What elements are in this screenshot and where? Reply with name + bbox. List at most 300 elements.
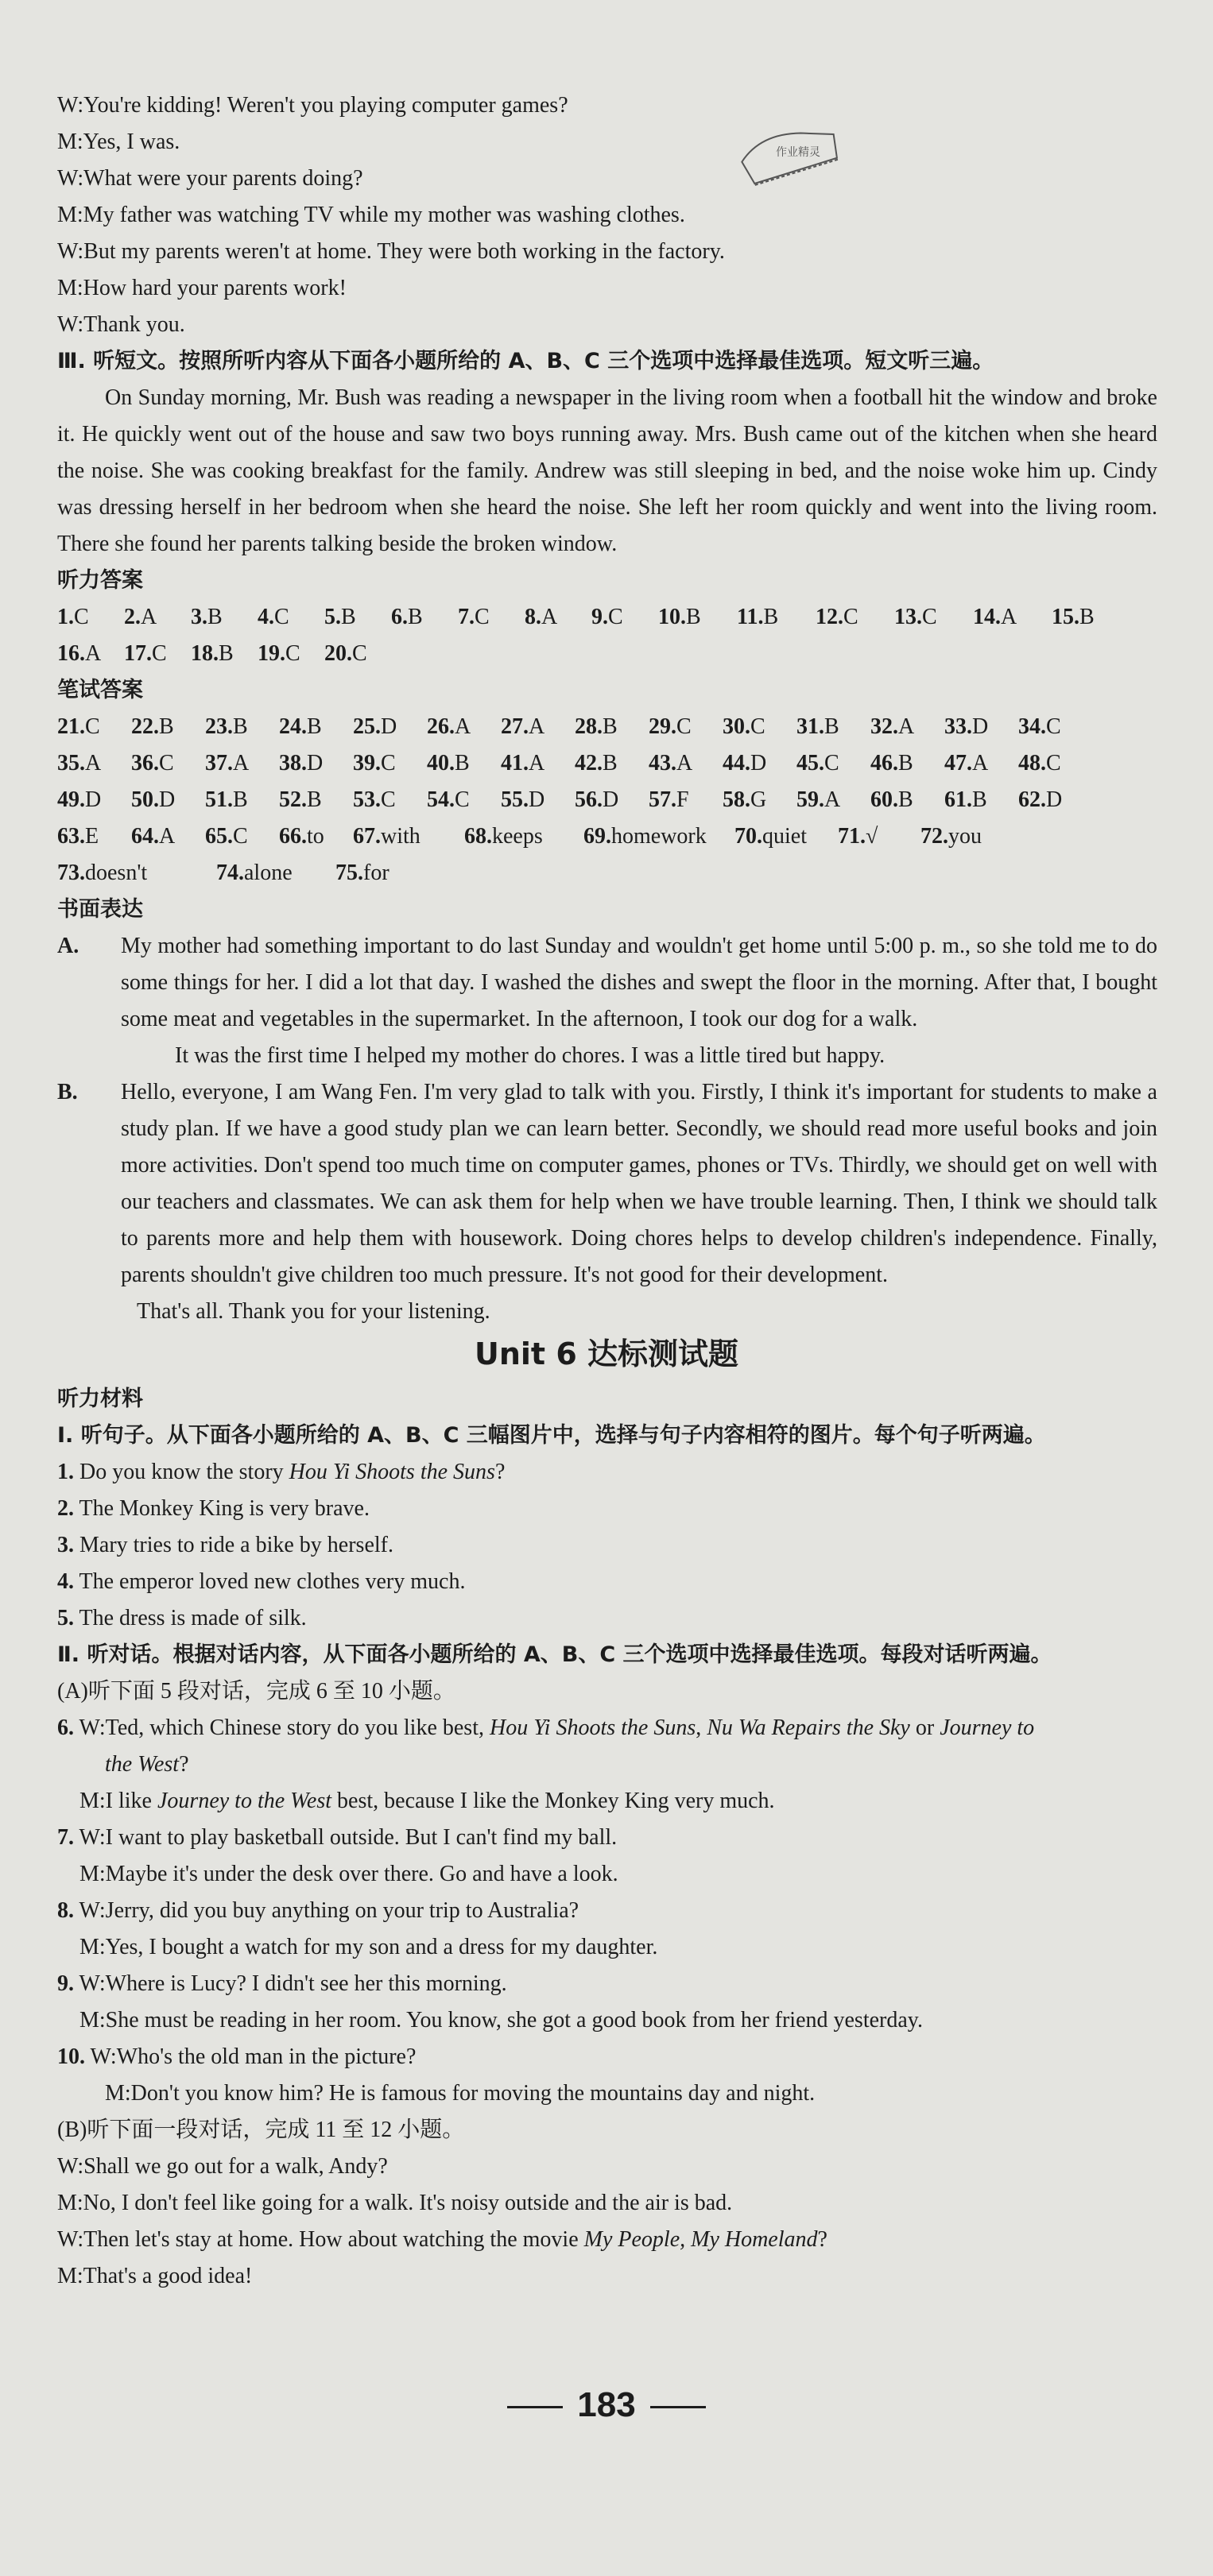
answer-cell (131, 818, 205, 855)
answer-cell (205, 782, 279, 818)
question-number: 13. (894, 605, 922, 629)
answer-cell (501, 709, 575, 745)
question-number: 50. (131, 787, 159, 812)
question-number: 18. (191, 641, 219, 666)
q6-line (57, 1710, 1213, 1746)
section2-heading: Ⅱ. 听对话。根据对话内容，从下面各小题所给的 A、B、C 三个选项中选择最佳选项。每段对话听两遍。 (57, 1642, 1052, 1667)
q6-m-text: M:I like (79, 1789, 157, 1813)
answer-value: C (1046, 751, 1061, 776)
answer-cell (335, 855, 455, 892)
section1-heading: Ⅰ. 听句子。从下面各小题所给的 A、B、C 三幅图片中，选择与句子内容相符的图片。每个句子听两遍。 (57, 1423, 1046, 1448)
answer-cell (205, 745, 279, 782)
question-number: 37. (205, 751, 233, 776)
question-number: 15. (1052, 605, 1079, 629)
question-number: 25. (353, 714, 381, 739)
answer-cell (427, 782, 501, 818)
answer-row (57, 818, 1213, 855)
answer-cell (973, 599, 1052, 636)
answer-value: keeps (492, 824, 543, 849)
question-number: 65. (205, 824, 233, 849)
dash-right (650, 2406, 706, 2408)
question-number: 8. (525, 605, 541, 629)
story-title: Journey to (940, 1715, 1035, 1740)
answer-value: C (608, 605, 623, 629)
answer-value: B (824, 714, 839, 739)
q10-line (57, 2039, 1213, 2075)
answer-cell (870, 745, 944, 782)
answer-value: C (233, 824, 248, 849)
answer-value: to (307, 824, 324, 849)
answer-value: C (1046, 714, 1061, 739)
answer-value: B (898, 787, 913, 812)
writing-a-text2: It was the first time I helped my mother do chores. I was a little tired but happy. (175, 1043, 886, 1068)
page-number-text: 183 (577, 2385, 636, 2424)
written-answers-heading: 笔试答案 (57, 678, 143, 702)
question-number: 19. (258, 641, 285, 666)
answer-cell (734, 818, 838, 855)
answer-value: A (141, 605, 157, 629)
q6-text: W:Ted, which Chinese story do you like best, (79, 1715, 490, 1740)
question-number: 5. (324, 605, 341, 629)
question-number: 73. (57, 861, 85, 885)
answer-cell (944, 745, 1018, 782)
q6-end: ? (179, 1752, 189, 1777)
answer-value: C (285, 641, 300, 666)
sentence-text: Mary tries to ride a bike by herself. (79, 1533, 393, 1557)
answer-row (57, 855, 1213, 892)
question-number: 70. (734, 824, 762, 849)
q9-answer: M:She must be reading in her room. You know, she got a good book from her friend yesterday. (79, 2008, 923, 2033)
question-number: 9. (591, 605, 608, 629)
answer-value: B (159, 714, 174, 739)
answer-value: C (922, 605, 937, 629)
question-number: 27. (501, 714, 529, 739)
story-title: Journey to the West (157, 1789, 332, 1813)
answer-value: B (603, 751, 618, 776)
answer-cell (279, 709, 353, 745)
part-b-line: M:No, I don't feel like going for a walk. It's noisy outside and the air is bad. (57, 2191, 733, 2215)
separator: or (909, 1715, 940, 1740)
answer-cell (279, 818, 353, 855)
answer-cell (501, 782, 575, 818)
answer-cell (57, 709, 131, 745)
item-number: 10. (57, 2044, 85, 2069)
q8-w: W:Jerry, did you buy anything on your trip to Australia? (79, 1898, 579, 1923)
answer-value: B (898, 751, 913, 776)
question-number: 12. (816, 605, 843, 629)
answer-value: B (686, 605, 701, 629)
sentence-text: The Monkey King is very brave. (79, 1496, 370, 1521)
question-number: 48. (1018, 751, 1046, 776)
question-number: 44. (723, 751, 750, 776)
question-number: 28. (575, 714, 603, 739)
answer-row (57, 782, 1213, 818)
written-answer-grid (57, 709, 1213, 818)
sentence-end: ? (494, 1460, 506, 1484)
question-number: 52. (279, 787, 307, 812)
question-number: 67. (353, 824, 381, 849)
part-b-movie-line (57, 2222, 1213, 2258)
answer-cell (649, 745, 723, 782)
answer-cell (353, 709, 427, 745)
question-number: 21. (57, 714, 85, 739)
part-b-line: W:Shall we go out for a walk, Andy? (57, 2154, 388, 2179)
answer-cell (816, 599, 894, 636)
answer-value: for (363, 861, 389, 885)
answer-cell (583, 818, 734, 855)
question-number: 31. (796, 714, 824, 739)
answer-cell (258, 599, 324, 636)
answer-value: C (274, 605, 289, 629)
answer-value: quiet (762, 824, 807, 849)
answer-cell (464, 818, 583, 855)
answer-value: D (603, 787, 619, 812)
q8-line (57, 1893, 1213, 1929)
answer-value: A (972, 751, 989, 776)
answer-value: B (763, 605, 779, 629)
answer-cell (324, 599, 391, 636)
answer-value: D (85, 787, 102, 812)
question-number: 34. (1018, 714, 1046, 739)
answer-cell (920, 818, 1000, 855)
question-number: 55. (501, 787, 529, 812)
question-number: 1. (57, 605, 74, 629)
item-number: 1. (57, 1460, 74, 1484)
dash-left (507, 2406, 563, 2408)
answer-value: A (85, 751, 102, 776)
answer-value: D (529, 787, 545, 812)
answer-value: C (352, 641, 367, 666)
answer-cell (723, 709, 796, 745)
answer-cell (324, 636, 391, 672)
question-number: 46. (870, 751, 898, 776)
answer-cell (1018, 745, 1092, 782)
item-number: 2. (57, 1496, 74, 1521)
question-number: 22. (131, 714, 159, 739)
sentence-item (57, 1527, 1213, 1564)
answer-value: B (408, 605, 423, 629)
dialogue-line: W:Thank you. (57, 312, 185, 337)
question-number: 41. (501, 751, 529, 776)
question-number: 47. (944, 751, 972, 776)
question-number: 11. (737, 605, 764, 629)
question-number: 30. (723, 714, 750, 739)
answer-cell (591, 599, 658, 636)
separator: , (696, 1715, 707, 1740)
writing-b-label: B. (57, 1080, 78, 1104)
answer-value: C (676, 714, 692, 739)
answer-value: B (603, 714, 618, 739)
listening-answer-grid (57, 599, 1213, 672)
answer-value: A (676, 751, 693, 776)
answer-row (57, 636, 1213, 672)
question-number: 10. (658, 605, 686, 629)
answer-cell (279, 782, 353, 818)
answer-cell (870, 782, 944, 818)
q9-line (57, 1966, 1213, 2002)
answer-value: C (843, 605, 858, 629)
answer-value: B (307, 787, 322, 812)
question-number: 2. (124, 605, 141, 629)
answer-cell (191, 599, 258, 636)
sentence-item (57, 1564, 1213, 1600)
q10-w: W:Who's the old man in the picture? (90, 2044, 417, 2069)
answer-cell (57, 745, 131, 782)
answer-value: A (541, 605, 558, 629)
answer-cell (458, 599, 525, 636)
item-number: 3. (57, 1533, 74, 1557)
dialogue-line: M:Yes, I was. (57, 130, 180, 154)
answer-cell (796, 709, 870, 745)
question-number: 33. (944, 714, 972, 739)
answer-value: B (233, 787, 248, 812)
writing-heading: 书面表达 (57, 897, 143, 922)
question-number: 49. (57, 787, 85, 812)
question-number: 54. (427, 787, 455, 812)
question-number: 75. (335, 861, 363, 885)
sentence-title: Hou Yi Shoots the Suns (289, 1460, 495, 1484)
q7-answer: M:Maybe it's under the desk over there. Go and have a look. (79, 1862, 618, 1886)
question-number: 66. (279, 824, 307, 849)
writing-b-text: Hello, everyone, I am Wang Fen. I'm very glad to talk with you. Firstly, I think it's important for students to make a study plan. If we have a good study plan we can learn better. Secondly, we should read more useful books and join more activities. Don't spend too much time on computer games, phones or TVs. Thirdly, we should get on well with our teachers and classmates. We can ask them for help when we have trouble learning. Then, I think we should talk to parents more and help them with housework. Doing chores helps to develop children's independence. Finally, parents shouldn't give children too much pressure. It's not good for their development. (121, 1080, 1157, 1287)
section3-heading: Ⅲ. 听短文。按照所听内容从下面各小题所给的 A、B、C 三个选项中选择最佳选项。短文听三遍。 (57, 349, 994, 373)
dialogue-line: W:You're kidding! Weren't you playing computer games? (57, 93, 568, 118)
answer-cell (427, 709, 501, 745)
question-number: 29. (649, 714, 676, 739)
answer-row (57, 599, 1213, 636)
answer-cell (205, 709, 279, 745)
answer-value: B (219, 641, 234, 666)
question-number: 16. (57, 641, 85, 666)
writing-a-para2 (57, 1038, 1157, 1074)
material-heading: 听力材料 (57, 1387, 143, 1411)
question-number: 42. (575, 751, 603, 776)
question-number: 36. (131, 751, 159, 776)
answer-value: A (455, 714, 471, 739)
writing-b-para2 (57, 1294, 1157, 1330)
movie-text: W:Then let's stay at home. How about watching the movie (57, 2227, 584, 2252)
answer-cell (353, 745, 427, 782)
answer-cell (57, 855, 216, 892)
dialogue-line: M:My father was watching TV while my mother was washing clothes. (57, 203, 685, 227)
question-number: 4. (258, 605, 274, 629)
answer-value: A (529, 751, 545, 776)
stamp-text: 作业精灵 (776, 146, 820, 159)
answer-cell (391, 599, 458, 636)
answer-cell (131, 709, 205, 745)
answer-cell (124, 599, 191, 636)
question-number: 6. (391, 605, 408, 629)
answer-row (57, 709, 1213, 745)
q7-line (57, 1820, 1213, 1856)
section3-passage (57, 380, 1157, 563)
q6-m-end: best, because I like the Monkey King very much. (331, 1789, 775, 1813)
question-number: 68. (464, 824, 492, 849)
answer-cell (57, 636, 124, 672)
answer-cell (279, 745, 353, 782)
answer-value: you (948, 824, 982, 849)
item-number: 6. (57, 1715, 74, 1740)
answer-value: alone (244, 861, 293, 885)
answer-value: C (381, 787, 396, 812)
answer-cell (131, 745, 205, 782)
question-number: 35. (57, 751, 85, 776)
answer-cell (796, 782, 870, 818)
question-number: 71. (838, 824, 866, 849)
sentence-text: The emperor loved new clothes very much. (79, 1569, 466, 1594)
listening-answers-heading: 听力答案 (57, 568, 143, 593)
answer-cell (1052, 599, 1130, 636)
item-number: 9. (57, 1971, 74, 1996)
answer-value: A (824, 787, 841, 812)
q8-answer: M:Yes, I bought a watch for my son and a dress for my daughter. (79, 1935, 658, 1959)
story-title: the West (105, 1752, 180, 1777)
question-number: 72. (920, 824, 948, 849)
answer-cell (658, 599, 737, 636)
answer-cell (57, 782, 131, 818)
writing-a-label: A. (57, 934, 79, 958)
q10-answer: M:Don't you know him? He is famous for moving the mountains day and night. (105, 2081, 816, 2106)
unit-title: Unit 6 达标测试题 (475, 1336, 738, 1371)
written-answer-line (57, 855, 1213, 892)
page-number (0, 2387, 1213, 2423)
question-number: 53. (353, 787, 381, 812)
answer-cell (216, 855, 335, 892)
answer-cell (838, 818, 920, 855)
answer-value: D (972, 714, 989, 739)
answer-value: C (475, 605, 490, 629)
sentence-item (57, 1600, 1213, 1637)
answer-cell (649, 709, 723, 745)
answer-cell (1018, 782, 1092, 818)
answer-value: E (85, 824, 99, 849)
answer-value: A (529, 714, 545, 739)
answer-cell (723, 745, 796, 782)
answer-value: B (341, 605, 356, 629)
answer-cell (649, 782, 723, 818)
q6-line-cont (105, 1746, 1213, 1783)
answer-value: A (85, 641, 102, 666)
dialogue-line: M:How hard your parents work! (57, 276, 347, 300)
question-number: 56. (575, 787, 603, 812)
answer-cell (944, 709, 1018, 745)
answer-cell (258, 636, 324, 672)
answer-value: homework (611, 824, 707, 849)
question-number: 62. (1018, 787, 1046, 812)
item-number: 5. (57, 1606, 74, 1630)
answer-cell (191, 636, 258, 672)
answer-value: A (159, 824, 176, 849)
answer-value: C (159, 751, 174, 776)
answer-value: √ (866, 824, 878, 849)
answer-cell (575, 745, 649, 782)
answer-value: B (307, 714, 322, 739)
answer-value: G (750, 787, 767, 812)
answer-cell (525, 599, 591, 636)
answer-cell (894, 599, 973, 636)
answer-value: D (1046, 787, 1063, 812)
answer-cell (796, 745, 870, 782)
question-number: 24. (279, 714, 307, 739)
written-answer-line (57, 818, 1213, 855)
answer-value: D (381, 714, 397, 739)
question-number: 39. (353, 751, 381, 776)
answer-row (57, 745, 1213, 782)
item-number: 8. (57, 1898, 74, 1923)
answer-value: B (455, 751, 470, 776)
dialogue-line: W:What were your parents doing? (57, 166, 363, 191)
sentence-item (57, 1491, 1213, 1527)
answer-cell (575, 782, 649, 818)
answer-cell (205, 818, 279, 855)
question-number: 17. (124, 641, 152, 666)
question-number: 61. (944, 787, 972, 812)
answer-value: B (207, 605, 223, 629)
answer-value: C (381, 751, 396, 776)
writing-b (57, 1074, 1157, 1294)
question-number: 45. (796, 751, 824, 776)
question-number: 7. (458, 605, 475, 629)
writing-a-text: My mother had something important to do last Sunday and wouldn't get home until 5:00 p. m., so she told me to do some things for her. I did a lot that day. I washed the dishes and swept the floor in the morning. After that, I bought some meat and vegetables in the supermarket. In the afternoon, I took our dog for a walk. (121, 934, 1157, 1031)
question-number: 63. (57, 824, 85, 849)
answer-value: D (750, 751, 767, 776)
question-number: 57. (649, 787, 676, 812)
answer-value: D (307, 751, 324, 776)
answer-cell (353, 782, 427, 818)
sentence-text: The dress is made of silk. (79, 1606, 307, 1630)
answer-value: B (1079, 605, 1095, 629)
answer-cell (427, 745, 501, 782)
question-number: 26. (427, 714, 455, 739)
answer-value: A (1001, 605, 1017, 629)
answer-cell (353, 818, 464, 855)
question-number: 14. (973, 605, 1001, 629)
q9-w: W:Where is Lucy? I didn't see her this morning. (79, 1971, 507, 1996)
movie-end: ? (817, 2227, 827, 2252)
story-title: Nu Wa Repairs the Sky (707, 1715, 910, 1740)
answer-cell (737, 599, 816, 636)
answer-value: C (74, 605, 89, 629)
question-number: 51. (205, 787, 233, 812)
item-number: 4. (57, 1569, 74, 1594)
q6-answer (79, 1783, 1213, 1820)
part-b-line: M:That's a good idea! (57, 2264, 253, 2288)
part-a-heading: (A)听下面 5 段对话，完成 6 至 10 小题。 (57, 1679, 455, 1704)
question-number: 74. (216, 861, 244, 885)
answer-cell (57, 599, 124, 636)
answer-cell (1018, 709, 1092, 745)
answer-cell (131, 782, 205, 818)
question-number: 3. (191, 605, 207, 629)
answer-cell (124, 636, 191, 672)
sentence-text: Do you know the story (79, 1460, 289, 1484)
answer-cell (575, 709, 649, 745)
answer-value: A (898, 714, 915, 739)
dialogue-line: W:But my parents weren't at home. They were both working in the factory. (57, 239, 725, 264)
question-number: 32. (870, 714, 898, 739)
answer-value: C (824, 751, 839, 776)
question-number: 58. (723, 787, 750, 812)
page-content (0, 87, 1213, 2295)
question-number: 60. (870, 787, 898, 812)
q7-w: W:I want to play basketball outside. But I can't find my ball. (79, 1825, 618, 1850)
answer-value: C (85, 714, 100, 739)
item-number: 7. (57, 1825, 74, 1850)
answer-value: F (676, 787, 689, 812)
answer-cell (501, 745, 575, 782)
writing-b-text2: That's all. Thank you for your listening. (137, 1299, 490, 1324)
answer-value: doesn't (85, 861, 148, 885)
